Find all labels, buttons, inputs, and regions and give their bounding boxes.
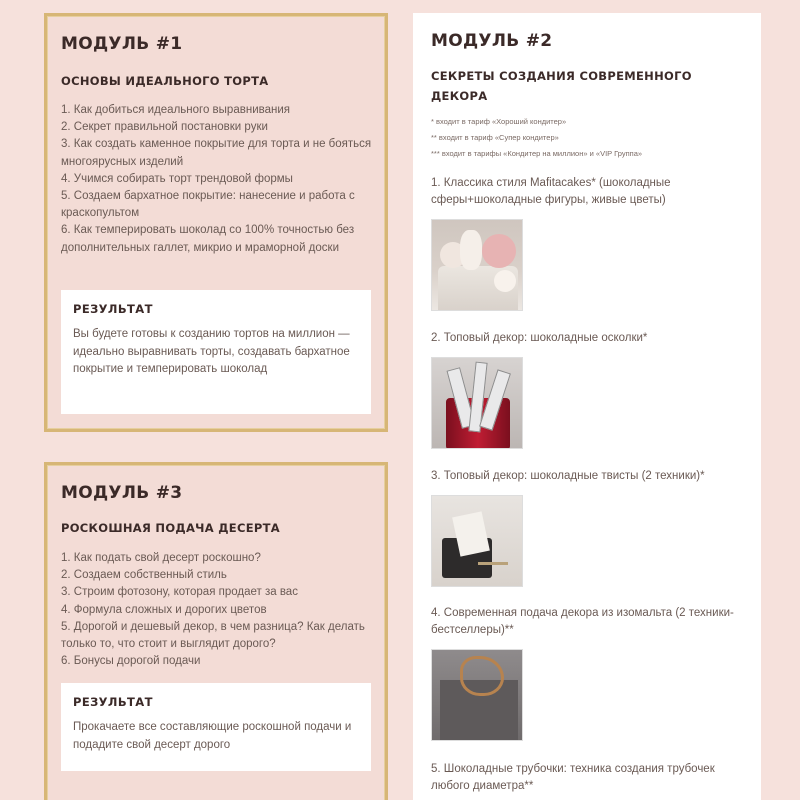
list-item: 5. Дорогой и дешевый декор, в чем разница? Как делать только то, что стоит и выглядит дорого? — [61, 620, 365, 651]
decor-item — [431, 175, 751, 311]
module-2-title: МОДУЛЬ #2 — [431, 31, 553, 51]
list-item: 1. Как добиться идеального выравнивания — [61, 104, 290, 116]
list-item: 4. Учимся собирать торт трендовой формы — [61, 172, 293, 185]
module-3-list — [61, 550, 379, 670]
decor-item-text: 4. Современная подача декора из изомальта (2 техники-бестселлеры)** — [431, 607, 734, 636]
decor-item — [431, 605, 751, 741]
tariff-note: *** входит в тарифы «Кондитер на миллион» и «VIP Группа» — [431, 149, 643, 158]
module-3-result-box — [61, 683, 371, 771]
cake-photo-twists — [431, 495, 523, 587]
module-1-subtitle: ОСНОВЫ ИДЕАЛЬНОГО ТОРТА — [61, 74, 269, 88]
decor-item — [431, 761, 751, 795]
list-item: 4. Формула сложных и дорогих цветов — [61, 603, 267, 616]
cake-photo-shards — [431, 357, 523, 449]
list-item: 2. Секрет правильной постановки руки — [61, 121, 268, 134]
decor-item-text: 2. Топовый декор: шоколадные осколки* — [431, 332, 648, 344]
decor-item-text: 5. Шоколадные трубочки: техника создания трубочек любого диаметра** — [431, 763, 715, 792]
list-item: 6. Как темперировать шоколад со 100% точностью без дополнительных галлет, микрио и мраморной доски — [61, 224, 355, 254]
result-text: Вы будете готовы к созданию тортов на миллион — идеально выравнивать торты, создавать бархатное покрытие и темперировать шоколад — [73, 328, 350, 375]
module-3-card — [44, 462, 388, 800]
decor-item-text: 3. Топовый декор: шоколадные твисты (2 техники)* — [431, 470, 705, 482]
list-item: 3. Строим фотозону, которая продает за вас — [61, 586, 298, 599]
module-2-subtitle: СЕКРЕТЫ СОЗДАНИЯ СОВРЕМЕННОГО ДЕКОРА — [431, 69, 692, 103]
module-1-result-box — [61, 290, 371, 414]
decor-item-text: 1. Классика стиля Mafitacakes* (шоколадные сферы+шоколадные фигуры, живые цветы) — [431, 177, 671, 206]
module-3-subtitle: РОСКОШНАЯ ПОДАЧА ДЕСЕРТА — [61, 521, 280, 535]
result-title: РЕЗУЛЬТАТ — [73, 302, 153, 316]
tariff-note: * входит в тариф «Хороший кондитер» — [431, 117, 567, 126]
module-1-list — [61, 102, 379, 257]
module-2-card — [413, 13, 761, 800]
list-item: 2. Создаем собственный стиль — [61, 569, 227, 582]
list-item: 1. Как подать свой десерт роскошно? — [61, 552, 261, 564]
cake-photo-isomalt — [431, 649, 523, 741]
module-3-title: МОДУЛЬ #3 — [61, 483, 183, 503]
decor-item — [431, 468, 751, 587]
result-title: РЕЗУЛЬТАТ — [73, 695, 153, 709]
module-1-title: МОДУЛЬ #1 — [61, 34, 183, 54]
result-text: Прокачаете все составляющие роскошной подачи и подадите свой десерт дорого — [73, 721, 352, 751]
tariff-note: ** входит в тариф «Супер кондитер» — [431, 133, 559, 142]
cake-photo-flowers — [431, 219, 523, 311]
list-item: 6. Бонусы дорогой подачи — [61, 655, 201, 668]
list-item: 3. Как создать каменное покрытие для торта и не бояться многоярусных изделий — [61, 138, 372, 168]
tariff-notes — [431, 114, 642, 162]
module-1-card — [44, 13, 388, 432]
list-item: 5. Создаем бархатное покрытие: нанесение и работа с краскопультом — [61, 190, 355, 220]
decor-item — [431, 330, 751, 449]
